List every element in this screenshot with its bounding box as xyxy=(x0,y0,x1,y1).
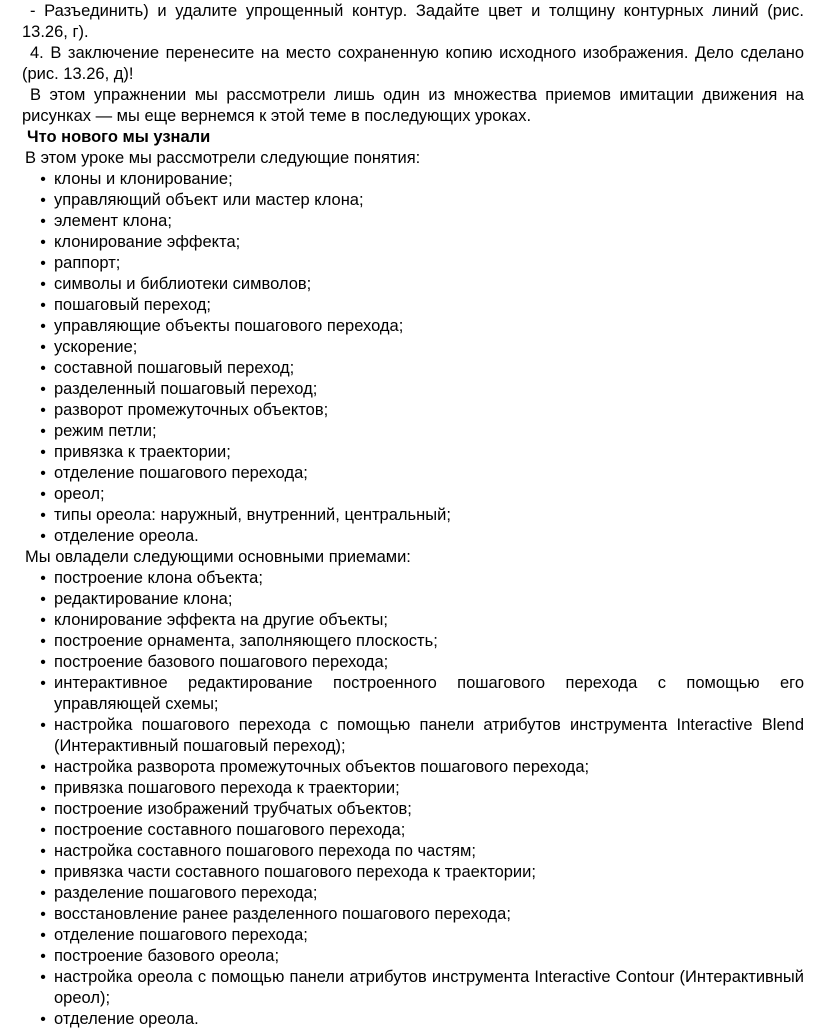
list-item-text: привязка части составного пошагового перехода к траектории; xyxy=(54,863,536,881)
list-item xyxy=(22,1009,804,1030)
list-item-text: пошаговый переход; xyxy=(54,296,211,314)
list-item xyxy=(22,337,804,358)
document-body xyxy=(22,1,804,1030)
list-item xyxy=(22,316,804,337)
bullet-icon: • xyxy=(40,675,46,692)
list-item xyxy=(22,463,804,484)
techniques-list xyxy=(22,568,804,1030)
bullet-icon: • xyxy=(40,927,46,944)
list-item-text: отделение пошагового перехода; xyxy=(54,926,308,944)
list-item-text: интерактивное редактирование построенного пошагового перехода с помощью его управляющей схемы; xyxy=(54,674,804,713)
list-item xyxy=(22,778,804,799)
list-item xyxy=(22,526,804,547)
list-item xyxy=(22,568,804,589)
list-item-text: клонирование эффекта; xyxy=(54,233,241,251)
bullet-icon: • xyxy=(40,570,46,587)
bullet-icon: • xyxy=(40,885,46,902)
techniques-intro: Мы овладели следующими основными приемами: xyxy=(25,548,411,566)
list-item xyxy=(22,925,804,946)
bullet-icon: • xyxy=(40,612,46,629)
bullet-icon: • xyxy=(40,717,46,734)
list-item-text: управляющий объект или мастер клона; xyxy=(54,191,364,209)
list-item-text: отделение пошагового перехода; xyxy=(54,464,308,482)
list-item xyxy=(22,358,804,379)
list-item-text: настройка пошагового перехода с помощью панели атрибутов инструмента Interactive Blend (Интерактивный пошаговый переход); xyxy=(54,716,804,755)
list-item-text: настройка ореола с помощью панели атрибутов инструмента Interactive Contour (Интерактивный ореол); xyxy=(54,968,804,1007)
bullet-icon: • xyxy=(40,465,46,482)
bullet-icon: • xyxy=(40,276,46,293)
list-item xyxy=(22,211,804,232)
list-item-text: отделение ореола. xyxy=(54,527,199,545)
list-item-text: раппорт; xyxy=(54,254,121,272)
bullet-icon: • xyxy=(40,1011,46,1028)
bullet-icon: • xyxy=(40,192,46,209)
bullet-icon: • xyxy=(40,822,46,839)
bullet-icon: • xyxy=(40,948,46,965)
list-item xyxy=(22,652,804,673)
list-item xyxy=(22,379,804,400)
list-item-text: ускорение; xyxy=(54,338,138,356)
list-item xyxy=(22,610,804,631)
list-item-text: клоны и клонирование; xyxy=(54,170,233,188)
bullet-icon: • xyxy=(40,402,46,419)
list-item xyxy=(22,190,804,211)
list-item xyxy=(22,862,804,883)
concepts-intro: В этом уроке мы рассмотрели следующие понятия: xyxy=(25,149,421,167)
bullet-icon: • xyxy=(40,486,46,503)
bullet-icon: • xyxy=(40,969,46,986)
bullet-icon: • xyxy=(40,843,46,860)
list-item-text: клонирование эффекта на другие объекты; xyxy=(54,611,388,629)
list-item-text: построение орнамента, заполняющего плоскость; xyxy=(54,632,438,650)
list-item-text: типы ореола: наружный, внутренний, центральный; xyxy=(54,506,451,524)
paragraph-summary: В этом упражнении мы рассмотрели лишь один из множества приемов имитации движения на рисунках — мы еще вернемся к этой теме в последующих уроках. xyxy=(22,86,804,125)
bullet-icon: • xyxy=(40,507,46,524)
section-heading: Что нового мы узнали xyxy=(27,128,211,146)
list-item xyxy=(22,274,804,295)
bullet-icon: • xyxy=(40,423,46,440)
bullet-icon: • xyxy=(40,780,46,797)
list-item-text: привязка к траектории; xyxy=(54,443,231,461)
list-item-text: разделение пошагового перехода; xyxy=(54,884,318,902)
paragraph-step-4: 4. В заключение перенесите на место сохраненную копию исходного изображения. Дело сделано (рис. 13.26, д)! xyxy=(22,44,804,83)
list-item xyxy=(22,589,804,610)
bullet-icon: • xyxy=(40,381,46,398)
list-item-text: построение составного пошагового перехода; xyxy=(54,821,406,839)
list-item xyxy=(22,946,804,967)
list-item xyxy=(22,967,804,1009)
bullet-icon: • xyxy=(40,339,46,356)
bullet-icon: • xyxy=(40,759,46,776)
list-item xyxy=(22,505,804,526)
bullet-icon: • xyxy=(40,234,46,251)
list-item-text: построение изображений трубчатых объектов; xyxy=(54,800,412,818)
list-item-text: отделение ореола. xyxy=(54,1010,199,1028)
bullet-icon: • xyxy=(40,171,46,188)
bullet-icon: • xyxy=(40,801,46,818)
bullet-icon: • xyxy=(40,864,46,881)
list-item-text: построение базового пошагового перехода; xyxy=(54,653,389,671)
bullet-icon: • xyxy=(40,633,46,650)
list-item xyxy=(22,253,804,274)
list-item xyxy=(22,232,804,253)
list-item xyxy=(22,883,804,904)
list-item-text: ореол; xyxy=(54,485,105,503)
list-item xyxy=(22,673,804,715)
list-item-text: построение базового ореола; xyxy=(54,947,280,965)
list-item xyxy=(22,904,804,925)
bullet-icon: • xyxy=(40,444,46,461)
bullet-icon: • xyxy=(40,255,46,272)
list-item xyxy=(22,400,804,421)
bullet-icon: • xyxy=(40,528,46,545)
list-item-text: восстановление ранее разделенного пошагового перехода; xyxy=(54,905,511,923)
list-item xyxy=(22,841,804,862)
list-item-text: управляющие объекты пошагового перехода; xyxy=(54,317,404,335)
list-item-text: привязка пошагового перехода к траектории; xyxy=(54,779,400,797)
concepts-list xyxy=(22,169,804,547)
list-item xyxy=(22,484,804,505)
list-item xyxy=(22,169,804,190)
bullet-icon: • xyxy=(40,591,46,608)
list-item-text: символы и библиотеки символов; xyxy=(54,275,312,293)
list-item-text: разделенный пошаговый переход; xyxy=(54,380,318,398)
list-item xyxy=(22,715,804,757)
list-item-text: режим петли; xyxy=(54,422,157,440)
bullet-icon: • xyxy=(40,297,46,314)
list-item-text: разворот промежуточных объектов; xyxy=(54,401,329,419)
bullet-icon: • xyxy=(40,360,46,377)
list-item-text: составной пошаговый переход; xyxy=(54,359,295,377)
list-item-text: редактирование клона; xyxy=(54,590,233,608)
bullet-icon: • xyxy=(40,906,46,923)
list-item-text: настройка составного пошагового перехода по частям; xyxy=(54,842,476,860)
list-item xyxy=(22,295,804,316)
bullet-icon: • xyxy=(40,318,46,335)
list-item xyxy=(22,820,804,841)
list-item-text: построение клона объекта; xyxy=(54,569,263,587)
bullet-icon: • xyxy=(40,654,46,671)
list-item xyxy=(22,442,804,463)
list-item xyxy=(22,757,804,778)
list-item xyxy=(22,631,804,652)
list-item xyxy=(22,421,804,442)
paragraph-continuation: - Разъединить) и удалите упрощенный контур. Задайте цвет и толщину контурных линий (рис. 13.26, г). xyxy=(22,2,804,41)
list-item-text: элемент клона; xyxy=(54,212,172,230)
list-item-text: настройка разворота промежуточных объектов пошагового перехода; xyxy=(54,758,590,776)
list-item xyxy=(22,799,804,820)
bullet-icon: • xyxy=(40,213,46,230)
